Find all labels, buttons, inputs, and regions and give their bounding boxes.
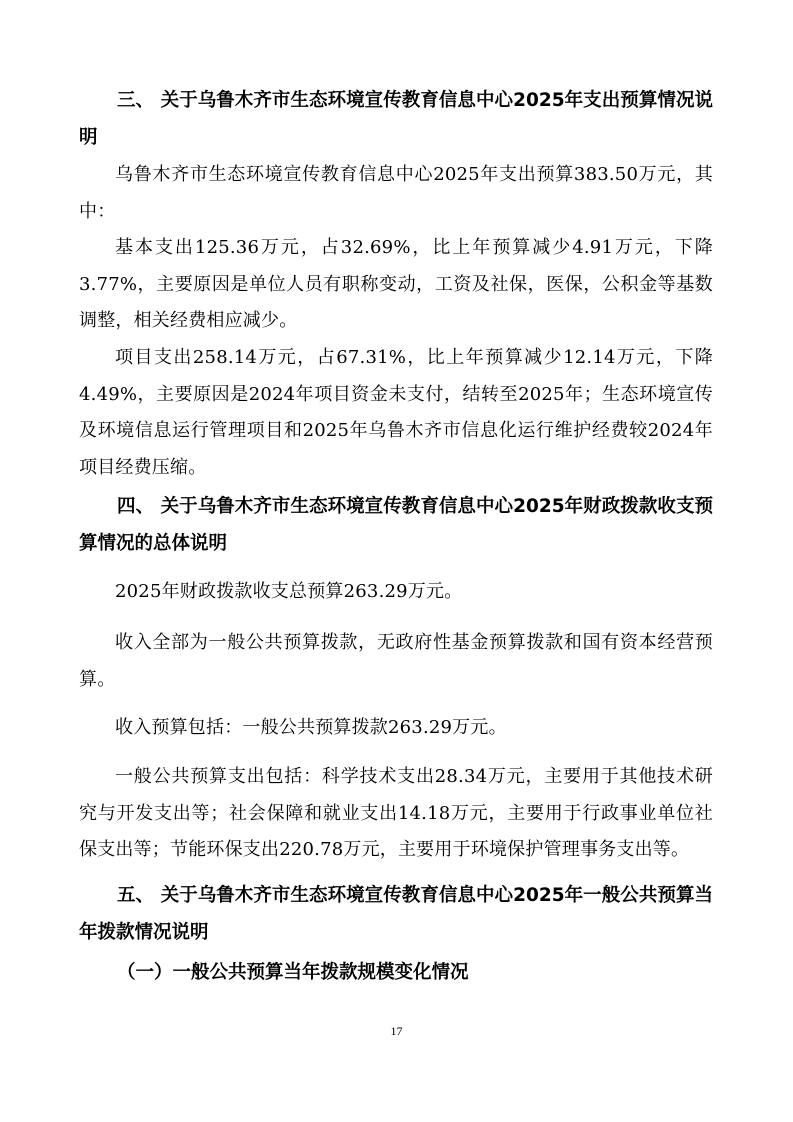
section-3-paragraph-1: 乌鲁木齐市生态环境宣传教育信息中心2025年支出预算383.50万元，其中： [79,164,713,222]
section-5-heading: 五、 关于乌鲁木齐市生态环境宣传教育信息中心2025年一般公共预算当年拨款情况说明 [79,885,713,943]
page-number: 17 [390,1024,403,1038]
section-5-subheading-1: （一）一般公共预算当年拨款规模变化情况 [117,962,469,983]
section-4-heading: 四、 关于乌鲁木齐市生态环境宣传教育信息中心2025年财政拨款收支预算情况的总体说明 [79,496,713,554]
section-4-paragraph-4: 一般公共预算支出包括：科学技术支出28.34万元，主要用于其他技术研究与开发支出等；社会保障和就业支出14.18万元，主要用于行政事业单位社保支出等；节能环保支出220.78万元，主要用于环境保护管理事务支出等。 [79,766,713,860]
section-4-paragraph-2: 收入全部为一般公共预算拨款，无政府性基金预算拨款和国有资本经营预算。 [79,632,713,690]
section-3-heading: 三、 关于乌鲁木齐市生态环境宣传教育信息中心2025年支出预算情况说明 [79,90,713,148]
section-3-paragraph-2: 基本支出125.36万元，占32.69%，比上年预算减少4.91万元，下降3.77%，主要原因是单位人员有职称变动，工资及社保，医保，公积金等基数调整，相关经费相应减少。 [79,237,713,331]
section-4-paragraph-1: 2025年财政拨款收支总预算263.29万元。 [115,581,463,602]
section-4-paragraph-3: 收入预算包括：一般公共预算拨款263.29万元。 [115,717,507,738]
section-3-paragraph-3: 项目支出258.14万元，占67.31%，比上年预算减少12.14万元，下降4.49%，主要原因是2024年项目资金未支付，结转至2025年；生态环境宣传及环境信息运行管理项目和2025年乌鲁木齐市信息化运行维护经费较2024年项目经费压缩。 [79,347,713,478]
